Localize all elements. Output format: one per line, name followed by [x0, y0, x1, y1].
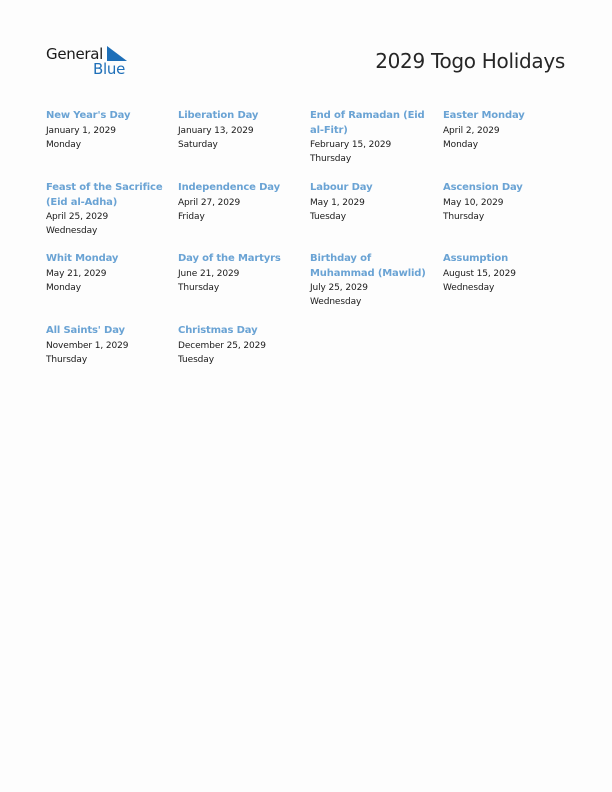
holiday-date: April 27, 2029: [178, 197, 241, 208]
holiday-weekday: Wednesday: [310, 297, 362, 307]
holiday-entry: [178, 252, 304, 295]
holiday-entry: [443, 181, 569, 224]
holiday-date: December 25, 2029: [178, 340, 266, 351]
holiday-weekday: Thursday: [443, 211, 485, 222]
holiday-entry: [310, 109, 436, 166]
holiday-weekday: Tuesday: [310, 211, 346, 222]
holiday-date: February 15, 2029: [310, 140, 392, 150]
logo-text-blue: Blue: [93, 60, 125, 78]
holiday-weekday: Thursday: [310, 154, 352, 164]
holiday-entry: [443, 252, 569, 295]
holiday-date: July 25, 2029: [310, 283, 368, 293]
holiday-date: January 13, 2029: [178, 125, 254, 136]
holiday-name: All Saints' Day: [46, 325, 125, 336]
holiday-date: August 15, 2029: [443, 268, 516, 279]
holiday-weekday: Wednesday: [443, 282, 495, 293]
holiday-name: New Year's Day: [46, 110, 131, 121]
holiday-date: November 1, 2029: [46, 340, 129, 351]
holiday-date: April 25, 2029: [46, 212, 109, 222]
holiday-entry: [310, 252, 436, 309]
holiday-weekday: Monday: [443, 139, 478, 150]
holiday-weekday: Monday: [46, 139, 81, 150]
holiday-entry: [46, 324, 172, 367]
holiday-name: Liberation Day: [178, 110, 259, 121]
logo-text-general: General: [46, 45, 104, 63]
holiday-name: Assumption: [443, 253, 509, 264]
holiday-name: Day of the Martyrs: [178, 253, 281, 264]
holiday-name: Labour Day: [310, 182, 373, 193]
holiday-name: Ascension Day: [443, 182, 523, 193]
holiday-entry: [46, 109, 172, 152]
logo-triangle-icon: [107, 46, 127, 61]
holiday-date: April 2, 2029: [443, 125, 500, 136]
holiday-name: Birthday of Muhammad (Mawlid): [310, 253, 426, 279]
holiday-weekday: Friday: [178, 211, 205, 222]
holiday-weekday: Thursday: [178, 282, 220, 293]
holiday-name: End of Ramadan (Eid al-Fitr): [310, 110, 425, 136]
holiday-date: May 21, 2029: [46, 268, 107, 279]
page-title: 2029 Togo Holidays: [375, 49, 565, 73]
holiday-entry: [178, 109, 304, 152]
logo: [46, 44, 136, 80]
holiday-name: Christmas Day: [178, 325, 258, 336]
holiday-name: Feast of the Sacrifice (Eid al-Adha): [46, 182, 163, 208]
holiday-date: January 1, 2029: [46, 125, 116, 136]
holiday-entry: [178, 181, 304, 224]
holiday-weekday: Thursday: [46, 354, 88, 365]
holiday-date: June 21, 2029: [178, 268, 240, 279]
holiday-date: May 1, 2029: [310, 197, 365, 208]
holiday-name: Whit Monday: [46, 253, 119, 264]
holiday-entry: [46, 181, 172, 238]
holiday-weekday: Monday: [46, 282, 81, 293]
holiday-entry: [310, 181, 436, 224]
holiday-entry: [46, 252, 172, 295]
holiday-entry: [443, 109, 569, 152]
holiday-weekday: Tuesday: [178, 354, 214, 365]
holiday-weekday: Saturday: [178, 139, 218, 150]
holiday-entry: [178, 324, 304, 367]
holiday-date: May 10, 2029: [443, 197, 504, 208]
holiday-weekday: Wednesday: [46, 226, 98, 236]
holiday-name: Easter Monday: [443, 110, 525, 121]
holiday-name: Independence Day: [178, 182, 280, 193]
